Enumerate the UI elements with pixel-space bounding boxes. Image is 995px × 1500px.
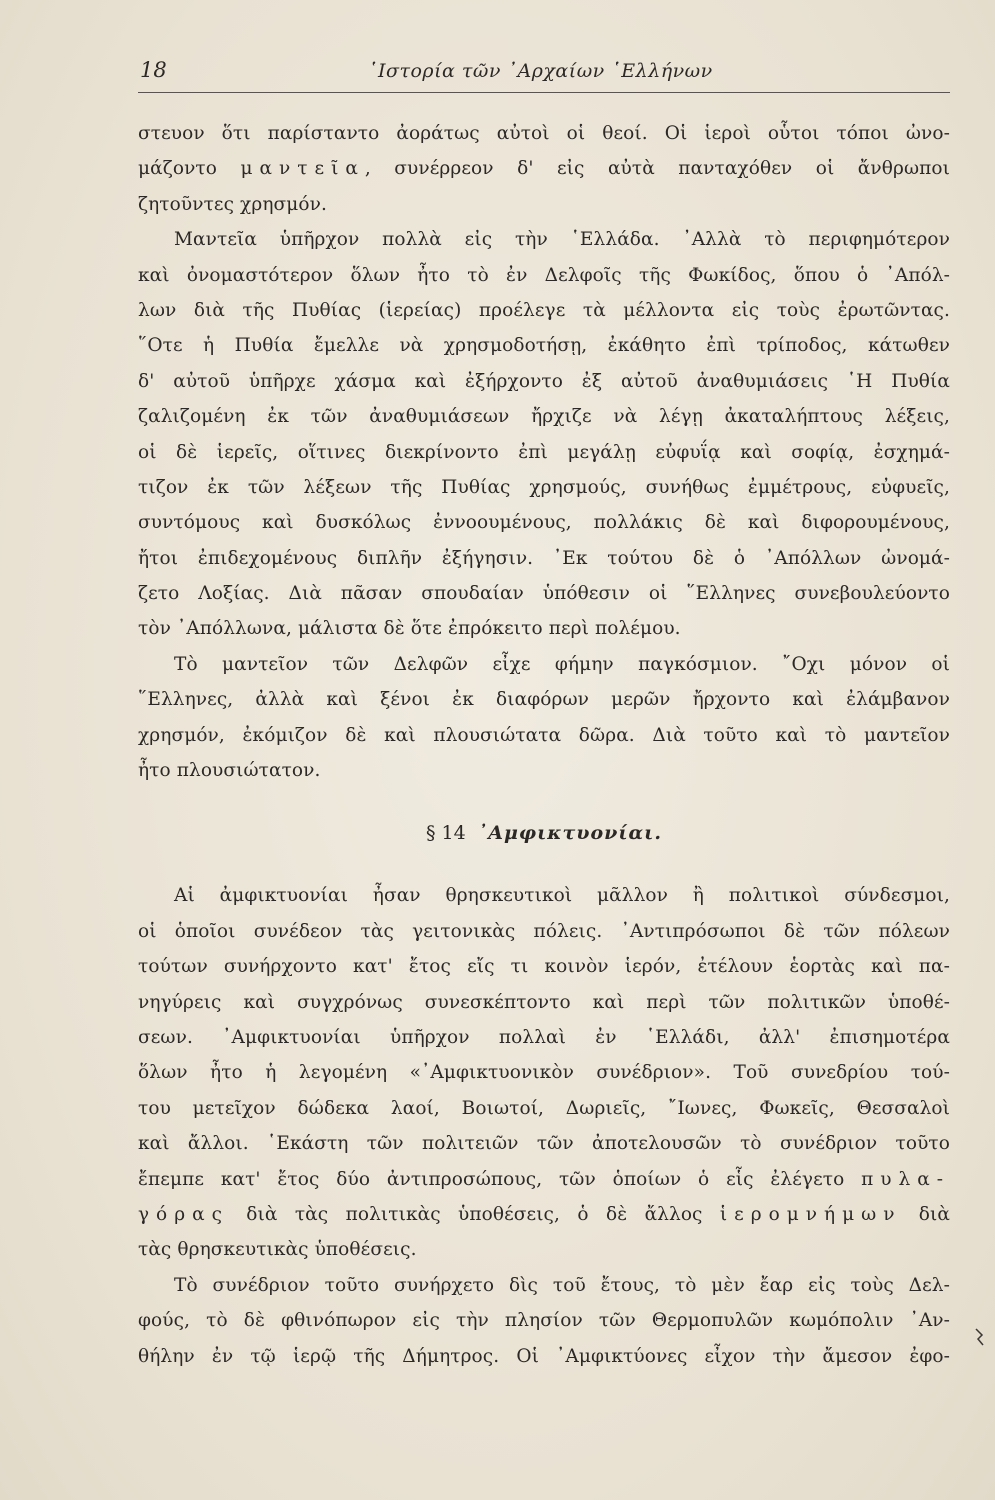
text-line: καὶ ὀνομαστότερον ὅλων ἦτο τὸ ἐν Δελφοῖς τῆς Φωκίδος, ὅπου ὁ ᾿Απόλ- bbox=[138, 264, 950, 286]
text-line bbox=[138, 1162, 950, 1197]
text-fragment: ἔπεμπε κατ' ἔτος δύο ἀντιπροσώπους, τῶν ὁποίων ὁ εἷς ἐλέγετο bbox=[138, 1168, 862, 1190]
spaced-term: μαντεῖα bbox=[240, 158, 365, 180]
page-number: 18 bbox=[140, 58, 167, 82]
spacer bbox=[138, 853, 950, 878]
text-fragment: διὰ bbox=[901, 1203, 950, 1225]
body-text bbox=[138, 116, 950, 1374]
text-line: ζετο Λοξίας. Διὰ πᾶσαν σπουδαίαν ὑπόθεσιν οἱ ῞Ελληνες συνεβουλεύοντο bbox=[138, 583, 950, 605]
spaced-term: πυλα- bbox=[861, 1168, 950, 1190]
text-line bbox=[138, 1197, 950, 1232]
page-header bbox=[138, 58, 950, 93]
text-line: δ' αὐτοῦ ὑπῆρχε χάσμα καὶ ἐξήρχοντο ἐξ αὐτοῦ ἀναθυμιάσεις ῾Η Πυθία bbox=[138, 370, 950, 392]
text-line: ζητοῦντες χρησμόν. bbox=[138, 193, 327, 215]
text-line bbox=[138, 151, 950, 186]
text-line: ὅλων ἦτο ἡ λεγομένη «᾿Αμφικτυονικὸν συνέδριον». Τοῦ συνεδρίου τού- bbox=[138, 1062, 950, 1084]
text-line: Μαντεῖα ὑπῆρχον πολλὰ εἰς τὴν ῾Ελλάδα. ᾿Αλλὰ τὸ περιφημότερον bbox=[174, 229, 950, 251]
text-fragment: μάζοντο bbox=[138, 158, 241, 180]
spaced-term: γόρας bbox=[138, 1203, 229, 1225]
text-line: τὰς θρησκευτικὰς ὑποθέσεις. bbox=[138, 1239, 417, 1261]
spaced-term: ἱερομνήμων bbox=[719, 1203, 902, 1225]
text-line: Αἱ ἀμφικτυονίαι ἦσαν θρησκευτικοὶ μᾶλλον ἢ πολιτικοὶ σύνδεσμοι, bbox=[174, 885, 950, 907]
text-line: θήλην ἐν τῷ ἱερῷ τῆς Δήμητρος. Οἱ ᾿Αμφικτύονες εἶχον τὴν ἄμεσον ἐφο- bbox=[138, 1345, 950, 1367]
section-title: ᾿Αμφικτυονίαι. bbox=[477, 822, 662, 845]
section-number: § 14 bbox=[426, 822, 466, 845]
spacer bbox=[138, 788, 950, 813]
text-line: Τὸ συνέδριον τοῦτο συνήρχετο δὶς τοῦ ἔτους, τὸ μὲν ἔαρ εἰς τοὺς Δελ- bbox=[174, 1274, 950, 1296]
text-line: στευον ὅτι παρίσταντο ἀοράτως αὐτοὶ οἱ θεοί. Οἱ ἱεροὶ οὗτοι τόποι ὠνο- bbox=[138, 123, 950, 144]
text-line: τιζον ἐκ τῶν λέξεων τῆς Πυθίας χρησμούς, συνήθως ἐμμέτρους, εὐφυεῖς, bbox=[138, 476, 950, 498]
text-line: καὶ ἄλλοι. ῾Εκάστη τῶν πολιτειῶν τῶν ἀποτελουσῶν τὸ συνέδριον τοῦτο bbox=[138, 1133, 950, 1155]
text-line: σεων. ᾿Αμφικτυονίαι ὑπῆρχον πολλαὶ ἐν ῾Ελλάδι, ἀλλ' ἐπισημοτέρα bbox=[138, 1026, 950, 1048]
margin-mark-icon-svg bbox=[974, 1325, 986, 1349]
text-line: Τὸ μαντεῖον τῶν Δελφῶν εἶχε φήμην παγκόσμιον. ῎Οχι μόνον οἱ bbox=[174, 653, 950, 675]
text-line: ἦτο πλουσιώτατον. bbox=[138, 760, 321, 782]
text-fragment: , συνέρρεον δ' εἰς αὐτὰ πανταχόθεν οἱ ἄνθρωποι bbox=[364, 158, 950, 180]
text-line: ζαλιζομένη ἐκ τῶν ἀναθυμιάσεων ἤρχιζε νὰ λέγῃ ἀκαταλήπτους λέξεις, bbox=[138, 406, 950, 428]
text-line: ἤτοι ἐπιδεχομένους διπλῆν ἐξήγησιν. ᾿Εκ τούτου δὲ ὁ ᾿Απόλλων ὠνομά- bbox=[138, 547, 950, 569]
text-fragment: διὰ τὰς πολιτικὰς ὑποθέσεις, ὁ δὲ ἄλλος bbox=[228, 1203, 720, 1225]
text-line: τὸν ᾿Απόλλωνα, μάλιστα δὲ ὅτε ἐπρόκειτο περὶ πολέμου. bbox=[138, 618, 681, 640]
text-line: τούτων συνήρχοντο κατ' ἔτος εἴς τι κοινὸν ἱερόν, ἐτέλουν ἑορτὰς καὶ πα- bbox=[138, 956, 950, 978]
text-line: οἱ ὁποῖοι συνέδεον τὰς γειτονικὰς πόλεις. ᾿Αντιπρόσωποι δὲ τῶν πόλεων bbox=[138, 920, 950, 942]
text-line: συντόμους καὶ δυσκόλως ἐννοουμένους, πολλάκις δὲ καὶ διφορουμένους, bbox=[138, 512, 950, 534]
section-heading bbox=[138, 813, 950, 853]
text-line: ῞Οτε ἡ Πυθία ἔμελλε νὰ χρησμοδοτήσῃ, ἐκάθητο ἐπὶ τρίποδος, κάτωθεν bbox=[138, 335, 950, 357]
text-line: φούς, τὸ δὲ φθινόπωρον εἰς τὴν πλησίον τῶν Θερμοπυλῶν κωμόπολιν ᾿Αν- bbox=[138, 1310, 950, 1332]
text-line: ῞Ελληνες, ἀλλὰ καὶ ξένοι ἐκ διαφόρων μερῶν ἤρχοντο καὶ ἐλάμβανον bbox=[138, 689, 950, 711]
text-line: οἱ δὲ ἱερεῖς, οἵτινες διεκρίνοντο ἐπὶ μεγάλῃ εὐφυΐᾳ καὶ σοφίᾳ, ἐσχημά- bbox=[138, 441, 950, 463]
running-title: ῾Ιστορία τῶν ᾿Αρχαίων ῾Ελλήνων bbox=[368, 60, 713, 82]
text-line: νηγύρεις καὶ συγχρόνως συνεσκέπτοντο καὶ περὶ τῶν πολιτικῶν ὑποθέ- bbox=[138, 991, 950, 1013]
text-line: χρησμόν, ἐκόμιζον δὲ καὶ πλουσιώτατα δῶρα. Διὰ τοῦτο καὶ τὸ μαντεῖον bbox=[138, 724, 950, 746]
text-line: του μετεῖχον δώδεκα λαοί, Βοιωτοί, Δωριεῖς, ῎Ιωνες, Φωκεῖς, Θεσσαλοὶ bbox=[138, 1097, 950, 1119]
margin-mark-icon bbox=[974, 1325, 986, 1349]
text-line: λων διὰ τῆς Πυθίας (ἱερείας) προέλεγε τὰ μέλλοντα εἰς τοὺς ἐρωτῶντας. bbox=[138, 299, 950, 321]
